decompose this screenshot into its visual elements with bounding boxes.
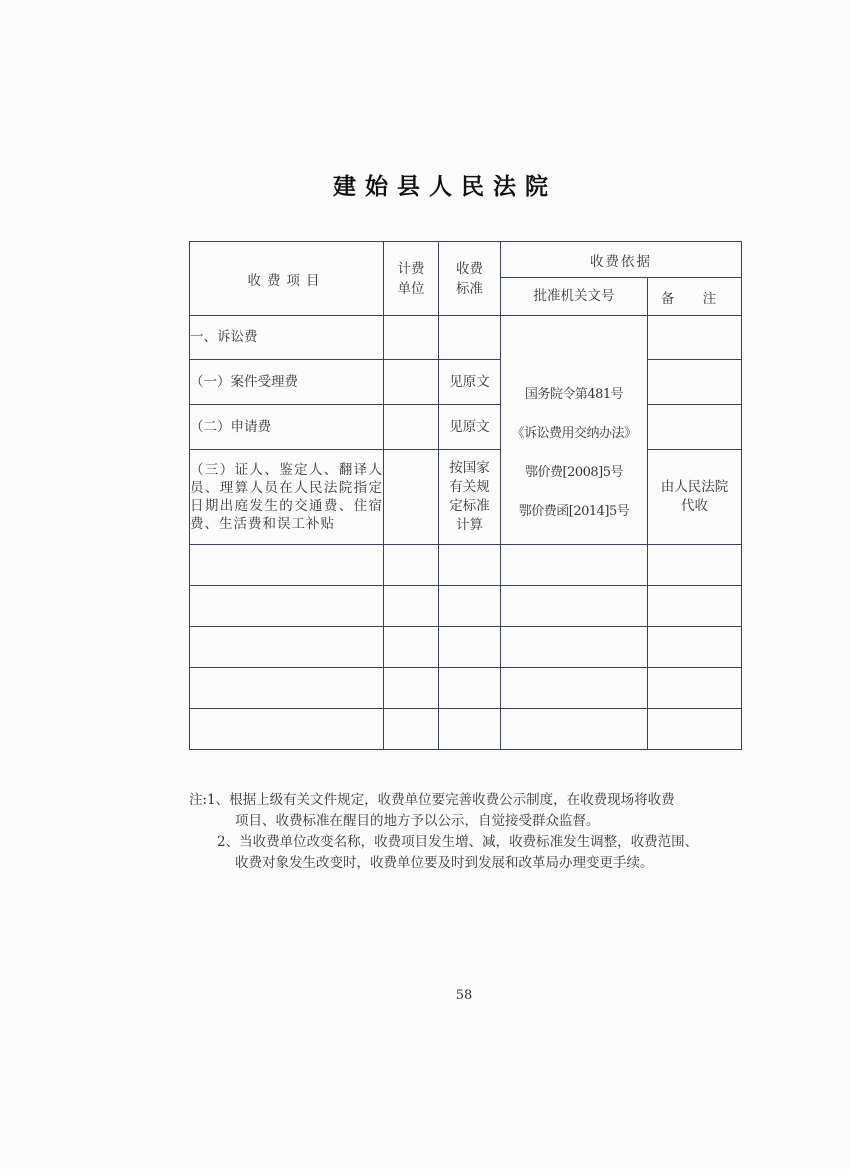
row-remarks [648, 450, 742, 545]
approval-doc-2: 《诉讼费用交纳办法》 [511, 426, 637, 441]
table-row [190, 450, 742, 545]
row-unit [384, 450, 439, 545]
row-standard-line2: 有关规 [449, 479, 490, 495]
fee-table [189, 241, 742, 750]
notes [189, 790, 749, 874]
header-approval-doc: 批准机关文号 [501, 278, 648, 316]
approval-doc-cell [501, 316, 648, 545]
empty-row [190, 627, 742, 668]
approval-doc-3: 鄂价费[2008]5号 [525, 465, 623, 480]
empty-row [190, 545, 742, 586]
table-row [190, 316, 742, 360]
note-line-2: 项目、收费标准在醒目的地方予以公示，自觉接受群众监督。 [235, 813, 600, 829]
table-row [190, 405, 742, 450]
header-fee-basis: 收费依据 [501, 242, 742, 278]
row-remarks [648, 360, 742, 405]
header-fee-standard-line2: 标准 [456, 280, 483, 297]
header-billing-unit-line2: 单位 [397, 280, 425, 297]
row-standard [439, 316, 501, 360]
row-standard: 见原文 [439, 405, 501, 450]
row-standard-line1: 按国家 [449, 460, 490, 476]
row-item-witness-expenses: （三）证人、鉴定人、翻译人员、理算人员在人民法院指定日期出庭发生的交通费、住宿费、生活费和误工补贴 [190, 450, 384, 545]
note-line-4: 收费对象发生改变时，收费单位要及时到发展和改革局办理变更手续。 [235, 855, 654, 871]
header-billing-unit-line1: 计费 [397, 260, 425, 277]
header-fee-standard [439, 242, 501, 316]
empty-row [190, 668, 742, 709]
page-title: 建始县人民法院 [333, 173, 557, 200]
table-header-row-1 [190, 242, 742, 278]
empty-row [190, 709, 742, 750]
approval-doc-4: 鄂价费函[2014]5号 [518, 504, 630, 519]
row-standard [439, 450, 501, 545]
row-standard-line3: 定标准 [449, 498, 490, 514]
row-standard: 见原文 [439, 360, 501, 405]
row-item-application-fee: （二）申请费 [190, 405, 384, 450]
row-item-litigation-fee: 一、诉讼费 [190, 316, 384, 360]
header-fee-item: 收费项目 [190, 242, 384, 316]
row-remarks [648, 316, 742, 360]
approval-doc-1: 国务院令第481号 [524, 387, 624, 402]
header-remarks: 备 注 [648, 278, 742, 316]
row-remarks-line1: 由人民法院 [660, 479, 729, 495]
row-unit [384, 405, 439, 450]
header-fee-standard-line1: 收费 [456, 260, 483, 277]
empty-row [190, 586, 742, 627]
row-unit [384, 360, 439, 405]
row-item-case-fee: （一）案件受理费 [190, 360, 384, 405]
header-billing-unit [384, 242, 439, 316]
row-remarks-line2: 代收 [681, 498, 708, 514]
row-remarks [648, 405, 742, 450]
row-unit [384, 316, 439, 360]
note-line-1: 注:1、根据上级有关文件规定，收费单位要完善收费公示制度，在收费现场将收费 [189, 792, 675, 808]
table-row [190, 360, 742, 405]
row-standard-line4: 计算 [456, 517, 483, 533]
note-line-3: 2、当收费单位改变名称，收费项目发生增、减，收费标准发生调整，收费范围、 [217, 834, 699, 850]
page-number: 58 [455, 988, 473, 1003]
